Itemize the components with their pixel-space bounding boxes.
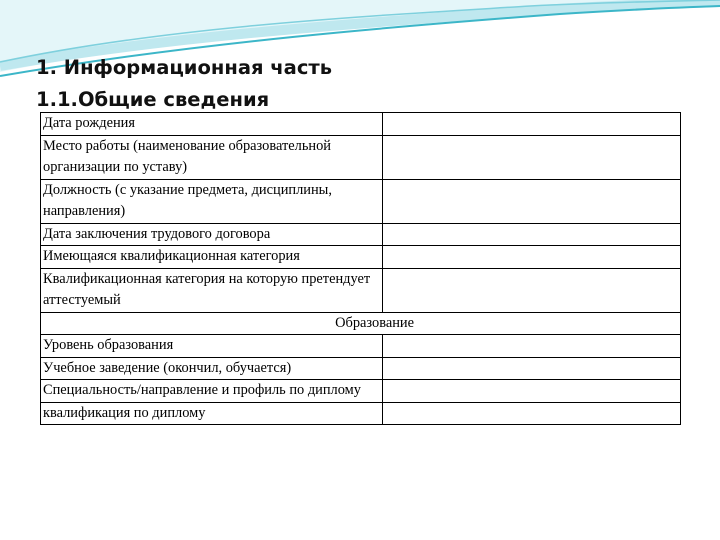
row-value-cell[interactable] xyxy=(382,268,680,312)
row-value-cell[interactable] xyxy=(382,135,680,179)
row-label: квалификация по диплому xyxy=(41,402,383,425)
row-value-cell[interactable] xyxy=(382,223,680,246)
row-value-cell[interactable] xyxy=(382,246,680,269)
row-label: Место работы (наименование образовательной организации по уставу) xyxy=(41,135,383,179)
table-row xyxy=(41,402,681,425)
table-row xyxy=(41,380,681,403)
table-row xyxy=(41,246,681,269)
row-label: Дата рождения xyxy=(41,113,383,136)
row-value-cell[interactable] xyxy=(382,113,680,136)
row-label: Уровень образования xyxy=(41,335,383,358)
title-line-2: 1.1.Общие сведения xyxy=(36,88,270,111)
row-value-cell[interactable] xyxy=(382,357,680,380)
row-value-cell[interactable] xyxy=(382,380,680,403)
section-header-education: Образование xyxy=(41,312,681,335)
row-label: Должность (с указание предмета, дисциплины, направления) xyxy=(41,179,383,223)
table-row xyxy=(41,357,681,380)
row-label: Дата заключения трудового договора xyxy=(41,223,383,246)
row-label: Имеющаяся квалификационная категория xyxy=(41,246,383,269)
row-label: Квалификационная категория на которую претендует аттестуемый xyxy=(41,268,383,312)
row-value-cell[interactable] xyxy=(382,335,680,358)
row-value-cell[interactable] xyxy=(382,179,680,223)
table-row xyxy=(41,113,681,136)
section-header-row xyxy=(41,312,681,335)
info-table xyxy=(40,112,681,425)
slide-title xyxy=(36,52,332,116)
table-row xyxy=(41,179,681,223)
table-row xyxy=(41,335,681,358)
row-label: Специальность/направление и профиль по диплому xyxy=(41,380,383,403)
table-row xyxy=(41,268,681,312)
row-label: Учебное заведение (окончил, обучается) xyxy=(41,357,383,380)
table-row xyxy=(41,223,681,246)
row-value-cell[interactable] xyxy=(382,402,680,425)
title-line-1: 1. Информационная часть xyxy=(36,56,333,79)
table-row xyxy=(41,135,681,179)
